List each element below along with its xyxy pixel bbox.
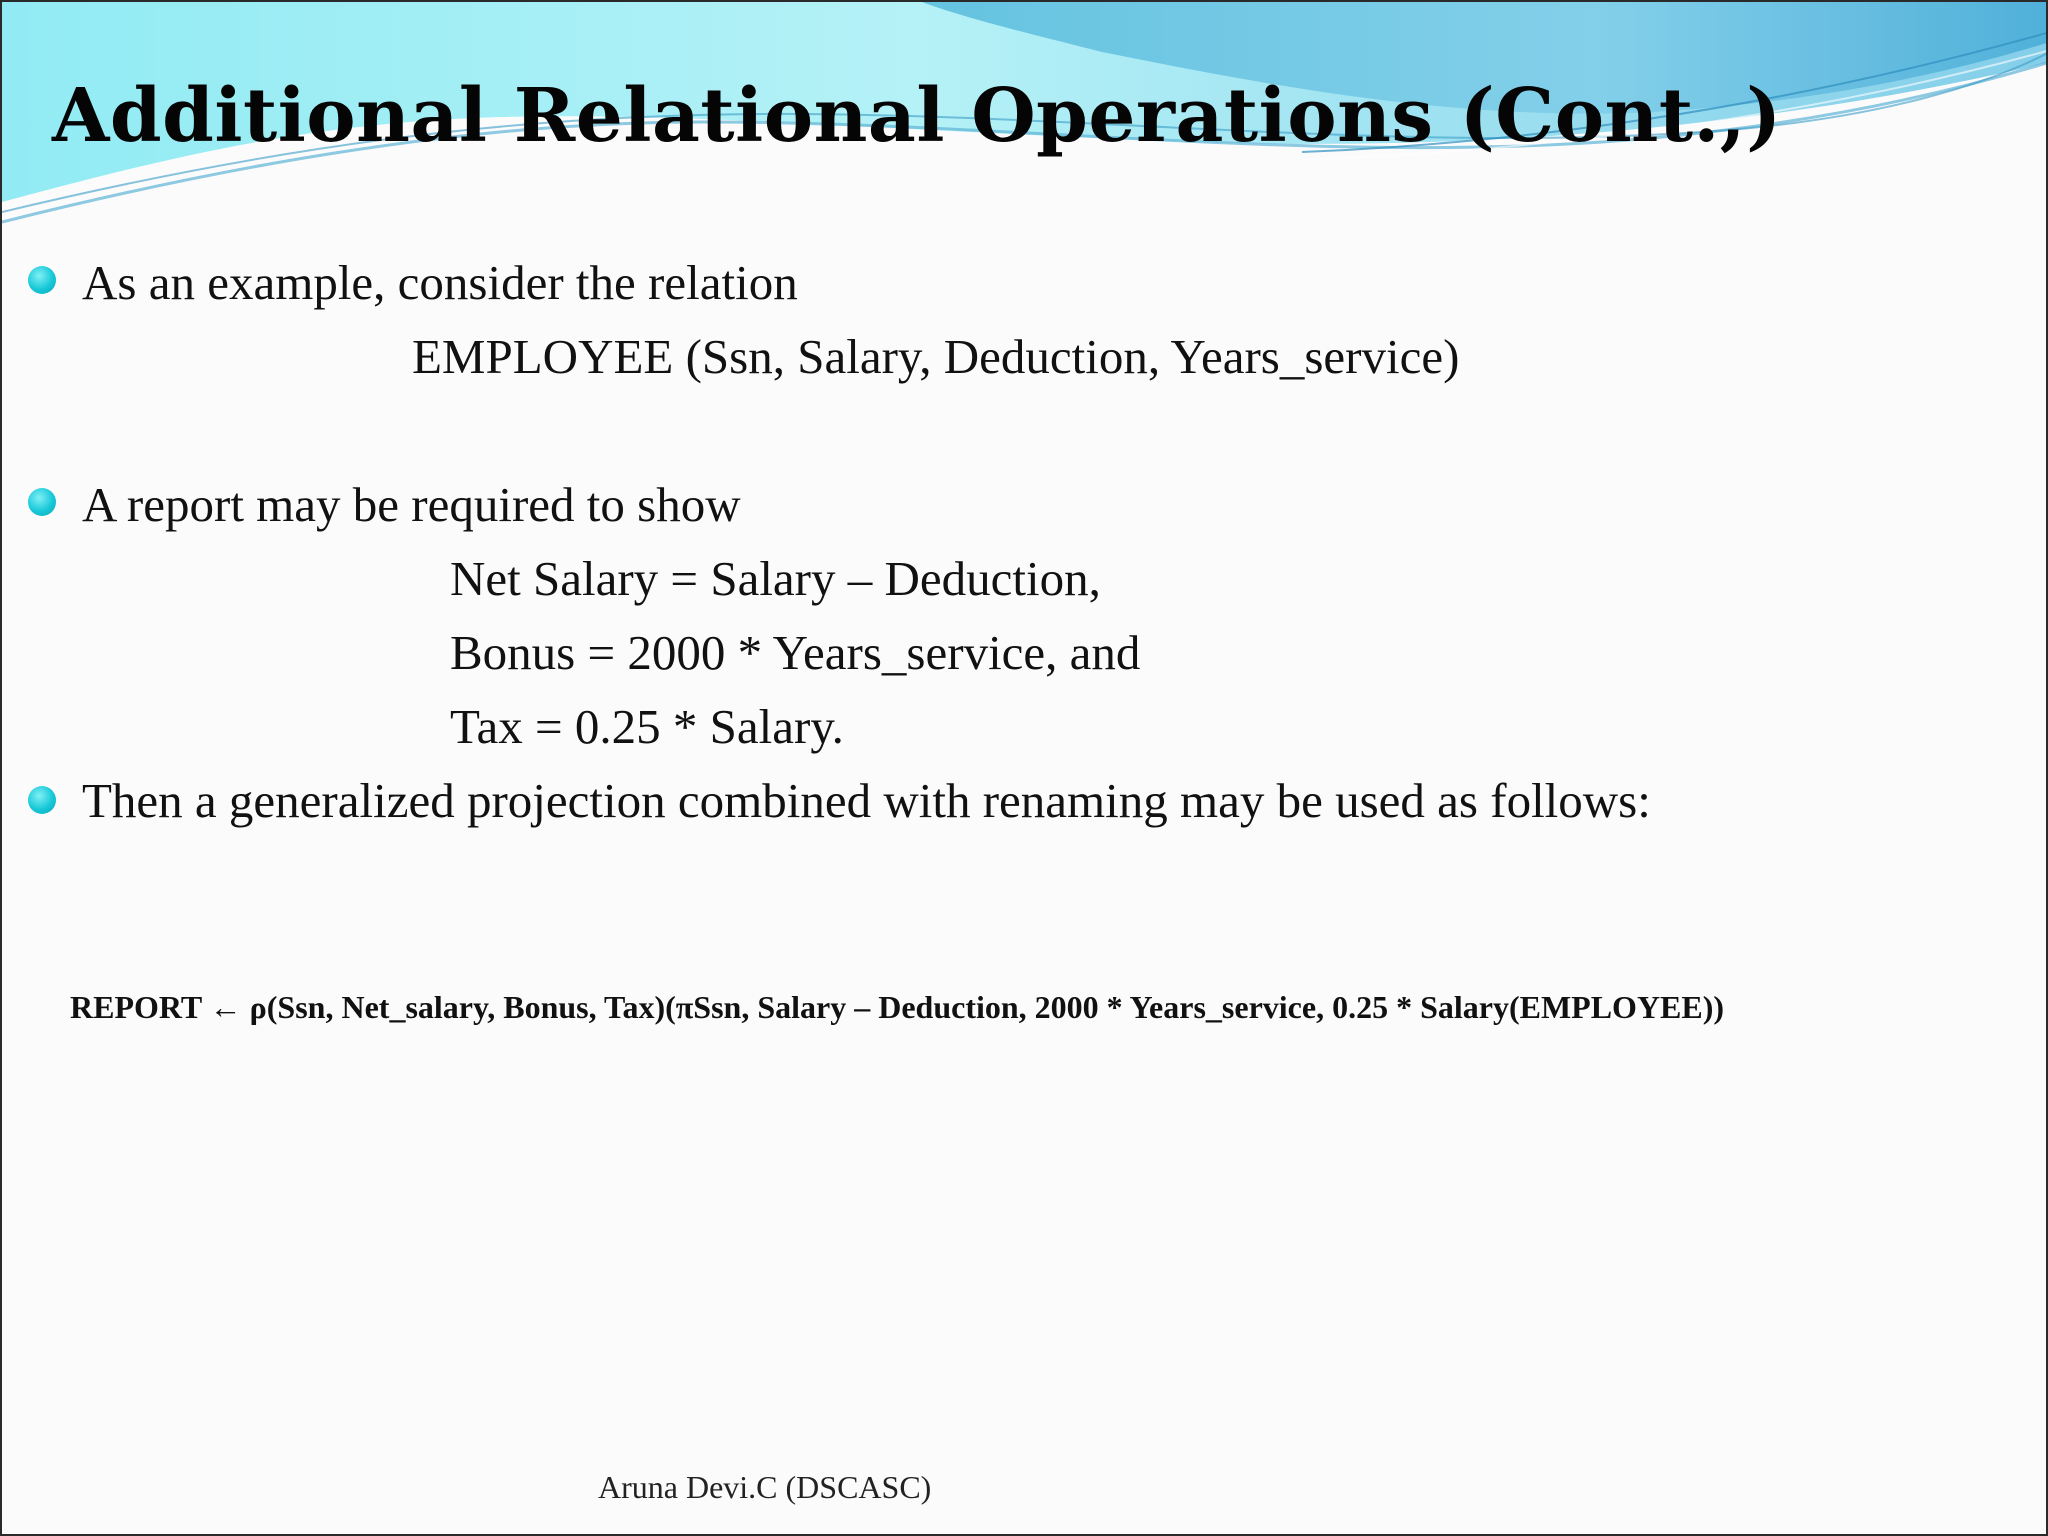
bullet-2-subline: Bonus = 2000 * Years_service, and <box>450 625 1141 680</box>
relational-algebra-formula: REPORT ← ρ(Ssn, Net_salary, Bonus, Tax)(πSsn, Salary – Deduction, 2000 * Years_service, 0.25 * Salary(EMPLOYEE)) <box>70 989 1725 1025</box>
slide-title: Additional Relational Operations (Cont.,) <box>52 73 1782 159</box>
bullet-2-subline: Tax = 0.25 * Salary. <box>450 699 844 754</box>
bullet-1-text: As an example, consider the relation <box>82 255 798 310</box>
bullet-2-text: A report may be required to show <box>82 477 741 532</box>
footer-author: Aruna Devi.C (DSCASC) <box>598 1469 932 1505</box>
bullet-dot-icon <box>28 488 56 516</box>
bullet-3-text: Then a generalized projection combined with renaming may be used as follows: <box>82 773 1651 828</box>
bullet-2-subline: Net Salary = Salary – Deduction, <box>450 551 1101 606</box>
bullet-dot-icon <box>28 786 56 814</box>
bullet-dot-icon <box>28 266 56 294</box>
bullet-1-subline: EMPLOYEE (Ssn, Salary, Deduction, Years_service) <box>412 329 1460 384</box>
